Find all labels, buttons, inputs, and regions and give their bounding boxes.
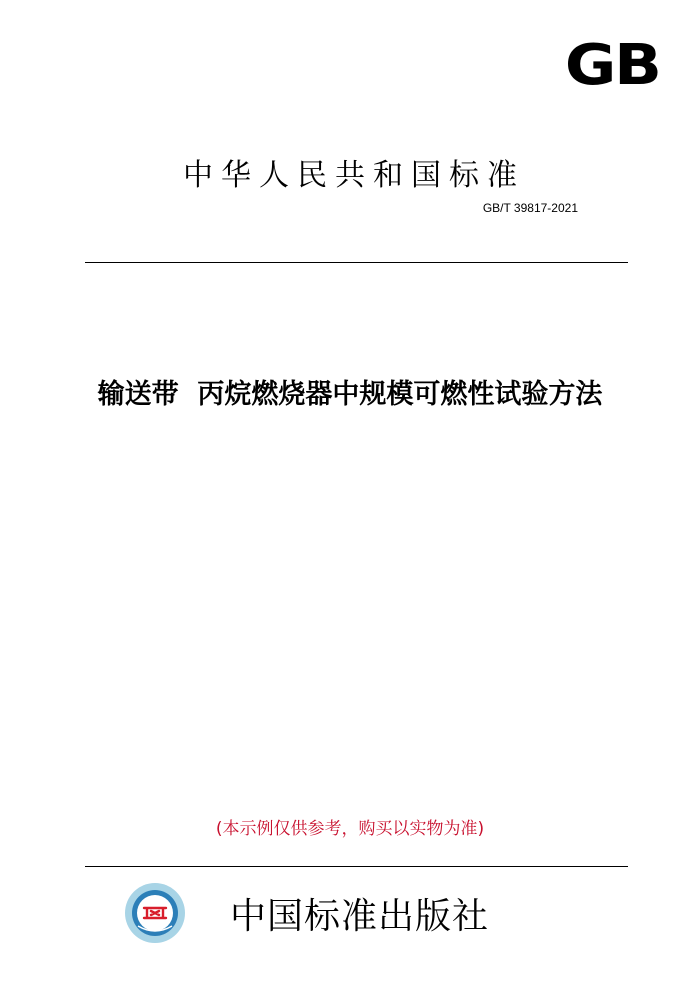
publisher-seal-icon bbox=[124, 882, 186, 944]
standard-type-heading: 中华人民共和国标准 bbox=[183, 158, 525, 193]
document-title: 输送带 丙烷燃烧器中规模可燃性试验方法 bbox=[97, 379, 603, 410]
top-divider bbox=[85, 262, 628, 263]
gb-logo: GB bbox=[565, 33, 660, 98]
sample-notice: (本示例仅供参考，购买以实物为准) bbox=[215, 819, 485, 839]
standard-number: GB/T 39817-2021 bbox=[482, 201, 578, 215]
bottom-divider bbox=[85, 866, 628, 867]
publisher-name: 中国标准出版社 bbox=[230, 896, 490, 937]
